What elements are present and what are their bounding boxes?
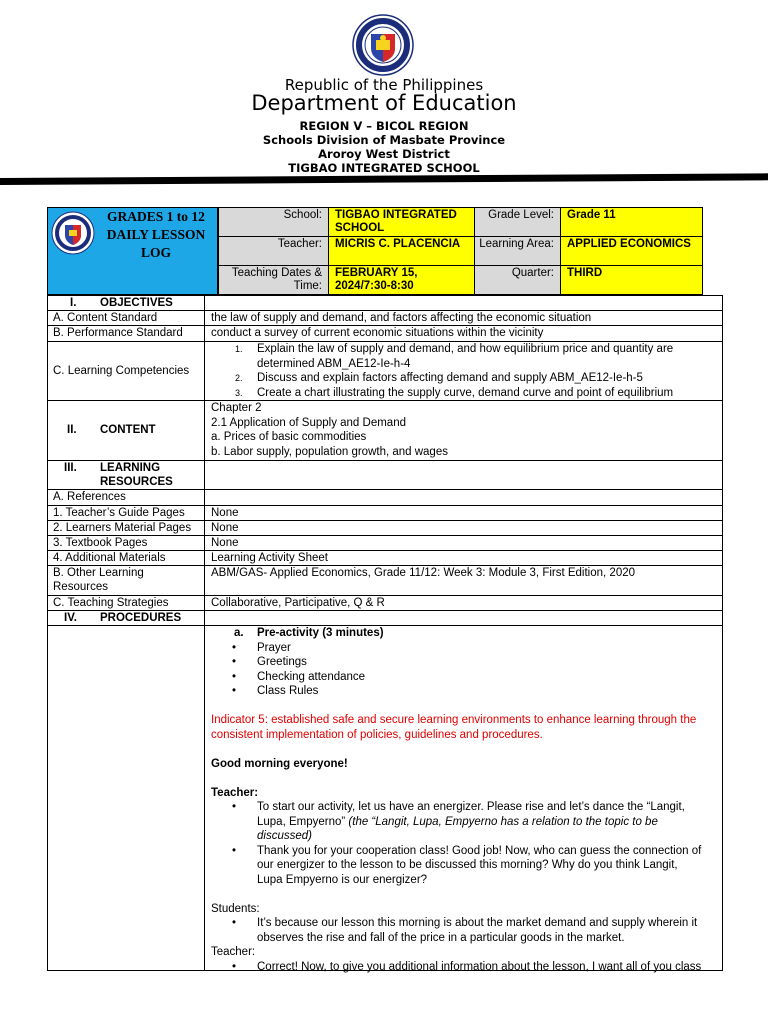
teaching-dates-value: FEBRUARY 15, 2024/7:30-8:30: [328, 265, 475, 295]
column-divider: [204, 295, 205, 971]
competency-number: 2.: [235, 373, 243, 383]
bullet-icon: •: [232, 641, 237, 654]
statement-italic: (the “Langit, Lupa, Empyerno has a relation to the topic to be: [348, 815, 658, 828]
teacher-label: Teacher:: [218, 236, 329, 266]
statement-line: observes the rise and fall of the price in a particular goods in the market.: [257, 931, 625, 944]
content-heading: CONTENT: [100, 424, 156, 436]
indicator-line: consistent implementation of policies, guidelines and procedures.: [211, 728, 543, 741]
republic-heading: Republic of the Philippines: [284, 76, 484, 94]
dll-title-line3: LOG: [140, 245, 171, 260]
student-statement: [211, 916, 714, 945]
list-item: [211, 641, 714, 656]
dll-title-line2: DAILY LESSON: [106, 227, 206, 242]
list-item: [211, 386, 711, 401]
district-heading: Aroroy West District: [318, 147, 450, 161]
content-line: b. Labor supply, population growth, and wages: [211, 445, 448, 458]
row-divider: [47, 489, 722, 490]
teacher-statement: [211, 844, 714, 888]
pre-activity-item: Prayer: [257, 641, 291, 654]
content-standard-value: the law of supply and demand, and factors affecting the economic situation: [211, 312, 592, 324]
resources-heading: [100, 461, 173, 489]
competency-list: [211, 342, 711, 400]
statement-line: It’s because our lesson this morning is about the market demand and supply wherein it: [257, 917, 698, 929]
additional-materials-label: 4. Additional Materials: [53, 552, 166, 564]
content-standard-label: A. Content Standard: [53, 312, 158, 324]
header-divider: [0, 173, 768, 185]
indicator-line: Indicator 5: established safe and secure learning environments to enhance learning through the: [211, 714, 697, 726]
division-heading: Schools Division of Masbate Province: [262, 133, 506, 147]
teacher-value: MICRIS C. PLACENCIA: [328, 236, 475, 266]
row-divider: [47, 535, 722, 536]
pre-activity-item: Greetings: [257, 656, 307, 668]
learning-area-value: APPLIED ECONOMICS: [560, 236, 703, 266]
content-line: a. Prices of basic commodities: [211, 431, 367, 443]
school-label: School:: [218, 207, 329, 237]
other-resources-label-line: Resources: [53, 581, 108, 593]
deped-seal-small-logo: [51, 211, 95, 255]
references-label: A. References: [53, 491, 126, 503]
other-resources-label-line: B. Other Learning: [53, 567, 144, 579]
quarter-value: THIRD: [560, 265, 703, 295]
content-text: [211, 401, 448, 459]
list-item: [211, 655, 714, 670]
bullet-icon: •: [232, 670, 237, 683]
list-item: [211, 670, 714, 685]
grade-level-value: Grade 11: [560, 207, 703, 237]
bullet-icon: •: [232, 917, 237, 929]
competency-line: determined ABM_AE12-Ie-h-4: [257, 357, 411, 370]
list-item: [211, 684, 714, 699]
pre-activity-marker: a.: [234, 627, 244, 639]
resources-number: III.: [64, 462, 77, 474]
teaching-strategies-value: Collaborative, Participative, Q & R: [211, 597, 385, 609]
competency-number: 3.: [235, 387, 243, 398]
competency-text: [211, 342, 711, 371]
other-resources-value: ABM/GAS- Applied Economics, Grade 11/12: Week 3: Module 3, First Edition, 2020: [211, 567, 636, 579]
school-heading: TIGBAO INTEGRATED SCHOOL: [288, 161, 480, 175]
procedures-heading: PROCEDURES: [100, 612, 182, 624]
learning-area-label: Learning Area:: [474, 236, 561, 266]
teacher-statement: Correct! Now, to give you additional information about the lesson, I want all of you class: [257, 960, 702, 973]
list-item: [211, 342, 711, 371]
list-item: [211, 960, 714, 975]
list-item: [211, 800, 714, 844]
teaching-dates-label: Teaching Dates & Time:: [218, 265, 329, 295]
procedures-number: IV.: [64, 612, 78, 624]
dll-title-panel: [47, 207, 218, 295]
bullet-icon: •: [232, 656, 237, 668]
dll-title: [97, 208, 215, 262]
other-resources-label: [53, 566, 144, 594]
list-item: [211, 844, 714, 888]
teaching-strategies-label: C. Teaching Strategies: [53, 597, 169, 609]
teachers-guide-value: None: [211, 507, 239, 519]
quarter-label: Quarter:: [474, 265, 561, 295]
bullet-icon: •: [232, 685, 237, 697]
grade-level-label: Grade Level:: [474, 207, 561, 237]
bullet-icon: •: [232, 801, 237, 813]
textbook-pages-label: 3. Textbook Pages: [53, 537, 148, 549]
competency-text: Discuss and explain factors affecting demand and supply ABM_AE12-Ie-h-5: [257, 372, 643, 384]
statement-line: our energizer to the lesson to be discussed this morning? Why do you think Langit,: [257, 859, 678, 871]
competency-number: 1.: [235, 344, 243, 354]
content-line: 2.1 Application of Supply and Demand: [211, 416, 406, 429]
school-value: TIGBAO INTEGRATED SCHOOL: [328, 207, 475, 237]
pre-activity-item: Class Rules: [257, 685, 319, 697]
content-number: II.: [67, 424, 77, 436]
statement-line: [257, 815, 714, 830]
objectives-heading: OBJECTIVES: [100, 297, 173, 309]
region-heading: REGION V – BICOL REGION: [299, 119, 469, 133]
learners-material-label: 2. Learners Material Pages: [53, 522, 192, 534]
teacher-statement: [211, 800, 714, 844]
statement-part: Lupa, Empyerno”: [257, 815, 349, 828]
statement-line: Thank you for your cooperation class! Good job! Now, who can guess the connection of: [257, 844, 702, 857]
learning-competencies-label: C. Learning Competencies: [53, 365, 190, 377]
students-label: Students:: [211, 902, 260, 915]
competency-line: Explain the law of supply and demand, and how equilibrium price and quantity are: [257, 343, 674, 355]
list-item: [211, 371, 711, 386]
performance-standard-value: conduct a survey of current economic situations within the vicinity: [211, 327, 544, 339]
resources-heading-line: RESOURCES: [100, 476, 173, 488]
procedures-body: [211, 626, 714, 974]
greeting-text: Good morning everyone!: [211, 757, 348, 770]
teacher-label: Teacher:: [211, 786, 259, 799]
statement-italic: discussed): [257, 830, 312, 842]
indicator-note: [211, 713, 714, 742]
additional-materials-value: Learning Activity Sheet: [211, 552, 328, 564]
resources-heading-line: LEARNING: [100, 462, 161, 474]
dll-title-line1: GRADES 1 to 12: [107, 209, 205, 224]
competency-text: Create a chart illustrating the supply curve, demand curve and point of equilibrium: [257, 386, 674, 399]
content-line: Chapter 2: [211, 402, 262, 414]
teacher-label-2: Teacher:: [211, 946, 256, 958]
pre-activity-heading: [211, 626, 714, 641]
textbook-pages-value: None: [211, 537, 239, 549]
performance-standard-label: B. Performance Standard: [53, 327, 183, 339]
pre-activity-item: Checking attendance: [257, 670, 366, 683]
pre-activity-title: Pre-activity (3 minutes): [257, 627, 384, 639]
statement-line: Lupa Empyerno is our energizer?: [257, 873, 428, 886]
department-heading: Department of Education: [251, 91, 517, 115]
teachers-guide-label: 1. Teacher’s Guide Pages: [53, 507, 185, 519]
learners-material-value: None: [211, 522, 239, 534]
list-item: [211, 916, 714, 945]
deped-seal-logo: [346, 14, 420, 76]
statement-line: To start our activity, let us have an energizer. Please rise and let’s dance the “Langit,: [257, 801, 685, 813]
objectives-number: I.: [70, 297, 77, 309]
bullet-icon: •: [232, 844, 237, 857]
bullet-icon: •: [232, 960, 237, 973]
